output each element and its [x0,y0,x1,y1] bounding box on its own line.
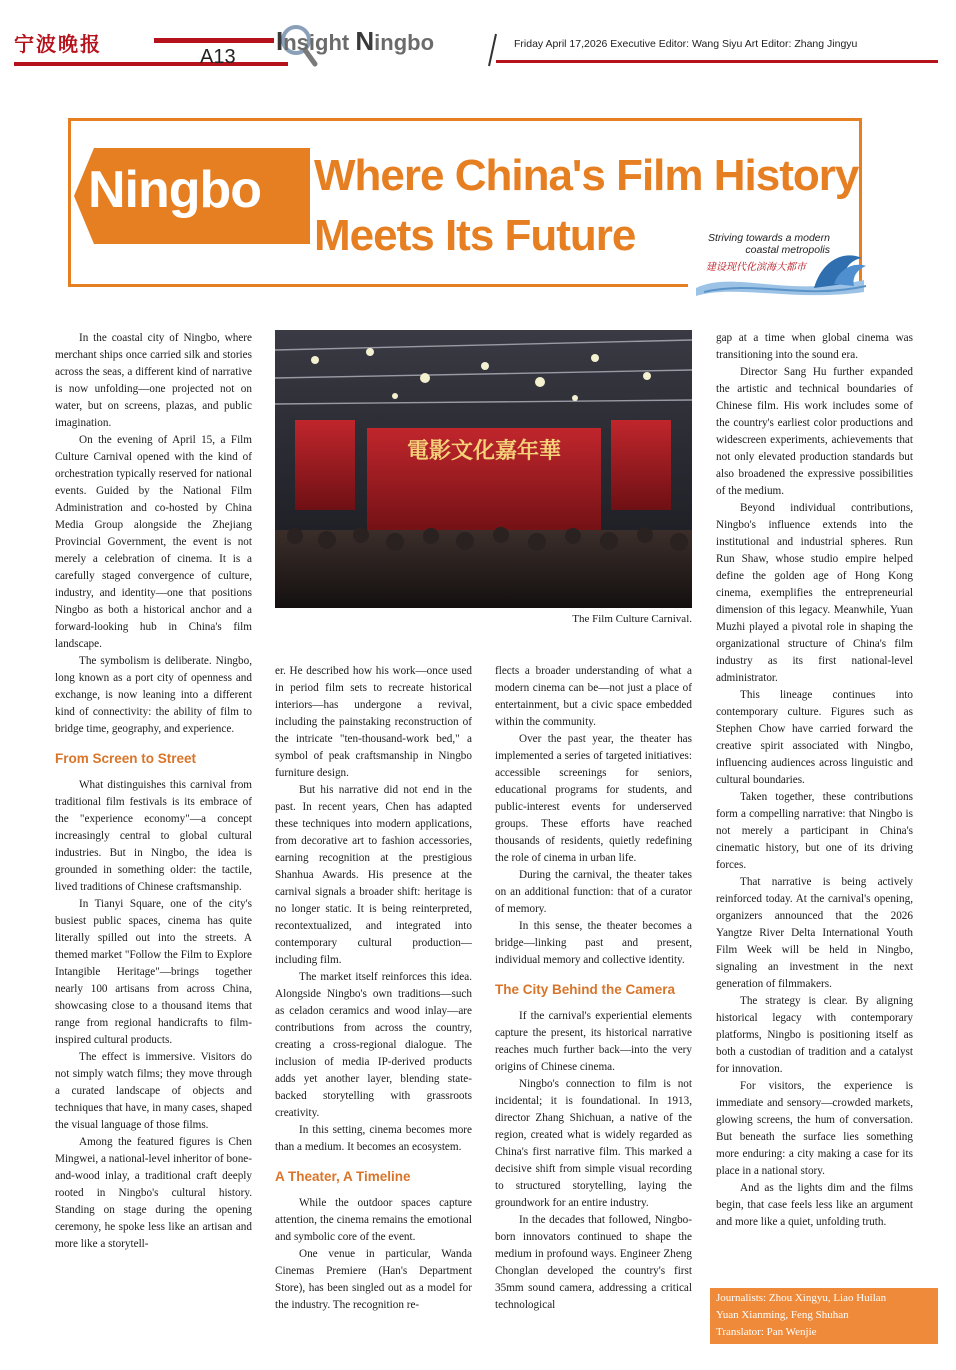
masthead-logo: 宁波晚报 [14,32,102,56]
header-rule [496,60,938,63]
paragraph: er. He described how his work—once used in period film sets to recreate historical interiors—has undergone a revival, including the painstaking reconstruction of the intricate "ten-thousand-work bed," a symbol of peak craftsmanship in Ningbo furniture design. [275,665,472,779]
headline-line-2: Meets Its Future [314,211,636,260]
photo-caption: The Film Culture Carnival. [572,613,692,625]
page-number: A13 [200,46,236,68]
section-title [276,26,434,57]
paragraph: In the decades that followed, Ningbo-born innovators continued to shape the medium in profound ways. Engineer Zheng Chonglan developed the country's first 35mm sound camera, addressing a critical technological [495,1214,692,1311]
paragraph: The strategy is clear. By aligning historical legacy with contemporary platforms, Ningbo is positioning itself as both a custodian of tradition and a catalyst for innovation. [716,995,913,1075]
paragraph: The symbolism is deliberate. Ningbo, long known as a port city of openness and exchange, is now leaning into a different kind of connectivity: the ability of film to bridge time, geography, and experience. [55,655,252,735]
paragraph: One venue in particular, Wanda Cinemas Premiere (Han's Department Store), has been singled out as a model for the industry. The recognition re- [275,1248,472,1311]
paragraph: And as the lights dim and the films begin, that case feels less like an argument and more like a quiet, unfolding truth. [716,1182,913,1228]
paragraph: In this sense, the theater becomes a bridge—linking past and present, individual memory and collective identity. [495,920,692,966]
paragraph: The effect is immersive. Visitors do not simply watch films; they move through a curated landscape of objects and techniques that have, in many cases, shaped the visual language of those films. [55,1051,252,1131]
masthead-bar [154,38,274,43]
paragraph: This lineage continues into contemporary culture. Figures such as Stephen Chow have carried forward the creative spirit associated with Ningbo, influencing audiences across linguistic and cultural boundaries. [716,689,913,786]
paragraph: In the coastal city of Ningbo, where merchant ships once carried silk and stories across the seas, a different kind of narrative is now unfolding—one projected not on water, but on screens, plazas, and public imagination. [55,332,252,429]
stage-screen-title: 電影文化嘉年華 [406,438,562,464]
slogan-en-line-2: coastal metropolis [745,244,830,256]
section-initial-n: N [355,26,375,56]
headline-line-1: Where China's Film History [314,151,859,200]
article-column-1 [55,330,252,1253]
slogan-english [690,232,830,256]
slogan-en-line-1: Striving towards a modern [708,232,830,244]
section-word-insight: nsight [283,30,350,55]
ningbo-tag-text: Ningbo [88,161,262,219]
credits-translator: Translator: Pan Wenjie [716,1326,817,1338]
article-column-4 [716,330,913,1231]
section-initial-i: I [276,26,284,56]
paragraph: The market itself reinforces this idea. Alongside Ningbo's own traditions—such as celadon ceramics and wood inlay—are contributions from across the country, creating a cross-regional dialogue. The inclusion of media IP-derived products adds yet another layer, blending state-backed storytelling with grassroots creativity. [275,971,472,1119]
paragraph: Over the past year, the theater has implemented a series of targeted initiatives: accessible screenings for seniors, educational programs for students, and public-interest events for underserved groups. These efforts have reached thousands of residents, quietly redefining the role of cinema in urban life. [495,733,692,864]
paragraph: In Tianyi Square, one of the city's busiest public spaces, cinema has quite literally spilled out into the streets. A themed market "Follow the Film to Explore Intangible Heritage"—brings together nearly 100 artisans from across China, showcasing close to a thousand items that range from regional handicrafts to film-inspired cultural products. [55,898,252,1046]
paragraph: During the carnival, the theater takes on an additional function: that of a curator of memory. [495,869,692,915]
paragraph: Director Sang Hu further expanded the artistic and technical boundaries of Chinese film. His work includes some of the country's earliest color productions and widescreen experiments, achievements that not only elevated production standards but also broadened the expressive possibilities of the medium. [716,366,913,497]
carnival-photo [275,330,692,608]
subhead-a-theater-a-timeline: A Theater, A Timeline [275,1169,411,1184]
credits-journalists-cont: Yuan Xianming, Feng Shuhan [716,1309,849,1321]
paragraph: Among the featured figures is Chen Mingwei, a national-level inheritor of bone-and-wood inlay, a traditional craft deeply rooted in Ningbo's cultural history. Standing on stage during the opening ceremony, he spoke less like an artisan and more like a storytell- [55,1136,252,1250]
paragraph: What distinguishes this carnival from traditional film festivals is its embrace of the "experience economy"—a concept increasingly central to global cultural industries. But in Ningbo, the idea is grounded in something older: the tactile, lived traditions of Chinese craftsmanship. [55,779,252,893]
paragraph: On the evening of April 15, a Film Culture Carnival opened with the kind of orchestration typically reserved for national events. Guided by the National Film Administration and co-hosted by China Media Group alongside the Zhejiang Provincial Government, the event is not merely a celebration of cinema. It is a carefully staged convergence of culture, industry, and identity—one that positions Ningbo as both a historical anchor and a forward-looking hub in China's film landscape. [55,434,252,650]
subhead-the-city-behind-the-camera: The City Behind the Camera [495,982,676,997]
section-word-ningbo: ingbo [374,30,435,55]
paragraph: flects a broader understanding of what a modern cinema can be—not just a place of entertainment, but a civic space embedded within the community. [495,665,692,728]
paragraph: Taken together, these contributions form a compelling narrative: that Ningbo is not merely a participant in China's cinematic history, but one of its driving forces. [716,791,913,871]
credits-box [710,1288,938,1344]
banner-frame-bottom [68,284,688,287]
issue-meta: Friday April 17,2026 Executive Editor: Wang Siyu Art Editor: Zhang Jingyu [514,38,858,50]
credits-journalists: Journalists: Zhou Xingyu, Liao Huilan [716,1292,887,1304]
paragraph: In this setting, cinema becomes more than a medium. It becomes an ecosystem. [275,1124,472,1153]
subhead-from-screen-to-street: From Screen to Street [55,751,197,766]
paragraph: That narrative is being actively reinforced today. At the carnival's opening, organizers announced that the 2026 Yangtze River Delta International Youth Film Week will be held in Ningbo, signaling an investment in the next generation of filmmakers. [716,876,913,990]
paragraph: Beyond individual contributions, Ningbo's influence extends into the institutional and industrial spheres. Run Run Shaw, whose studio empire helped define the golden age of Hong Kong cinema, exemplifies the entrepreneurial dimension of this legacy. Meanwhile, Yuan Muzhi played a pivotal role in shaping the organizational structure of China's film industry as its first national-level administrator. [716,502,913,684]
paragraph: If the carnival's experiential elements capture the present, its historical narrative reaches much further back—into the very origins of Chinese cinema. [495,1010,692,1073]
paragraph: gap at a time when global cinema was transitioning into the sound era. [716,332,913,361]
article-column-2 [275,663,472,1314]
paragraph: But his narrative did not end in the past. In recent years, Chen has adapted these techniques into modern applications, from decorative art to fashion accessories, earning recognition at the prestigious Shanhua Awards. His presence at the carnival signals a broader shift: heritage is no longer static. It is being reinterpreted, recontextualized, and integrated into contemporary cultural production—including film. [275,784,472,966]
paragraph: For visitors, the experience is immediate and sensory—crowded markets, glowing screens, the hum of conversation. But beneath the surface lies something more enduring: a city making a case for its place in a national story. [716,1080,913,1177]
paragraph: While the outdoor spaces capture attention, the cinema remains the emotional and symbolic core of the event. [275,1197,472,1243]
masthead-underline [14,62,288,66]
slogan-chinese: 建设现代化滨海大都市 [706,262,806,273]
paragraph: Ningbo's connection to film is not incidental; it is foundational. In 1913, director Zhang Shichuan, a native of the region, created what is widely regarded as China's first narrative film. This marked a decisive shift from simple visual recording to structured storytelling, laying the groundwork for an entire industry. [495,1078,692,1209]
article-column-3 [495,663,692,1314]
